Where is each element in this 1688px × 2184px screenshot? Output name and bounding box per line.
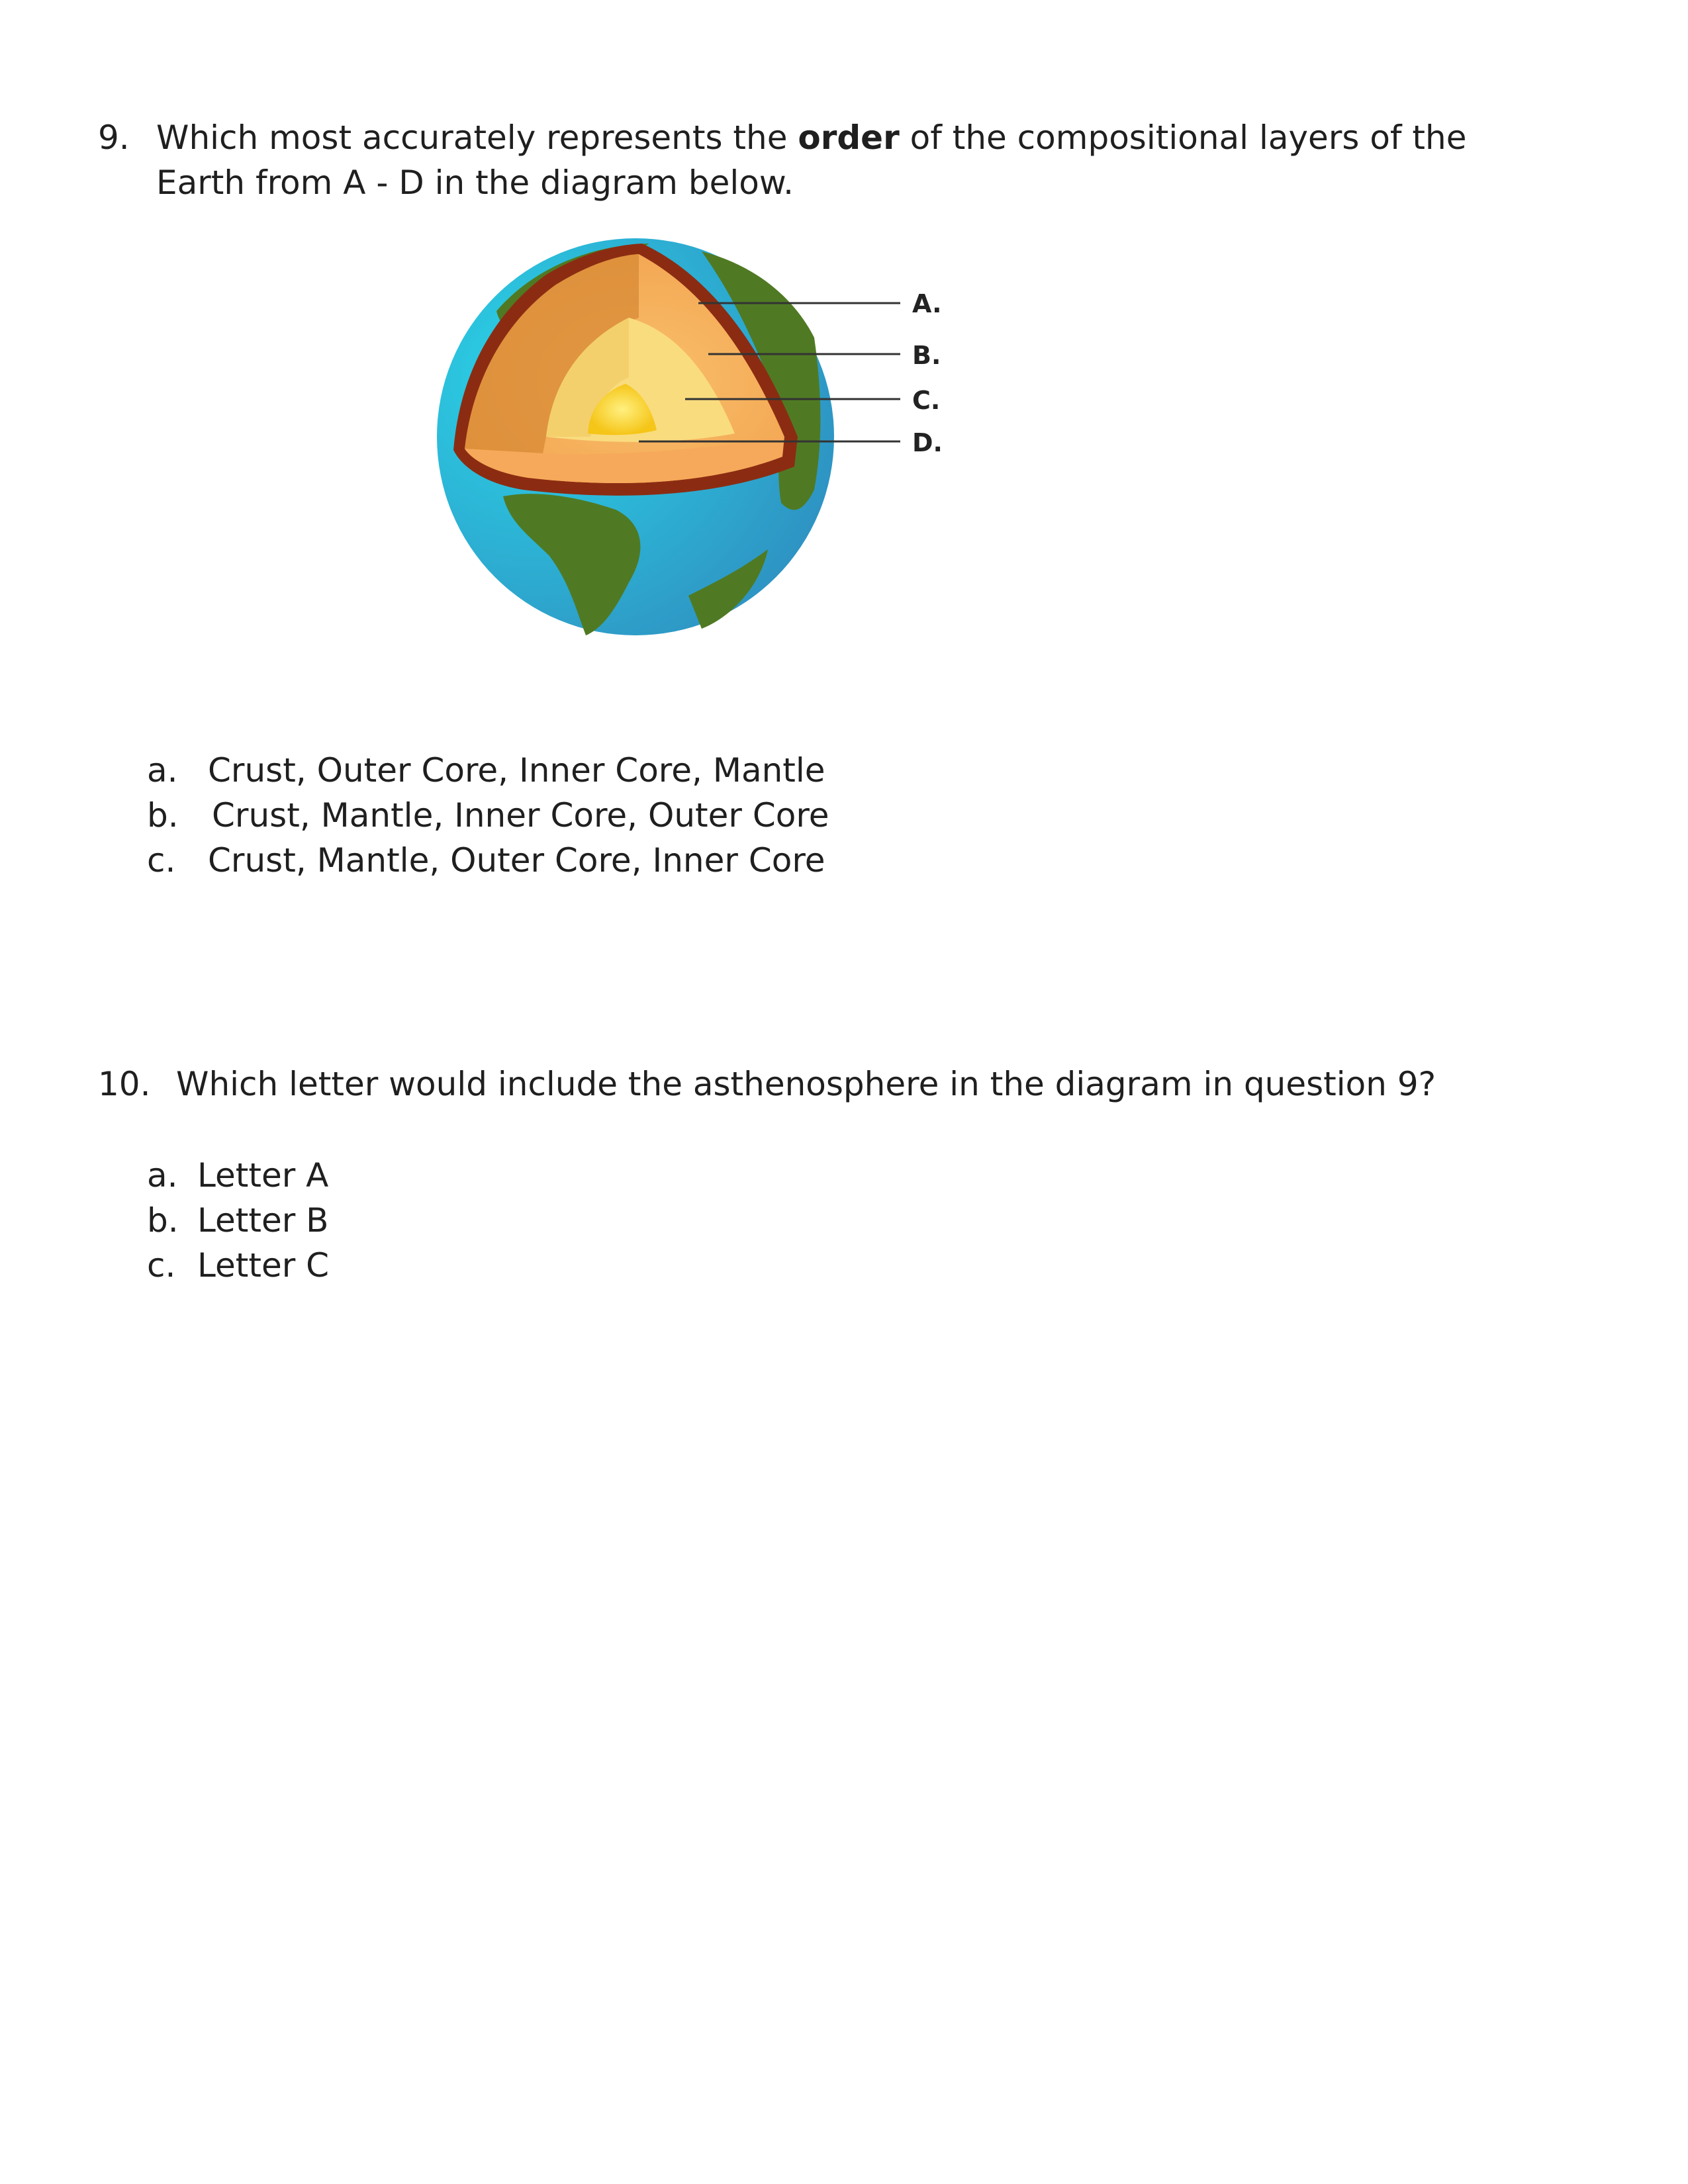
question-9-number: 9.	[98, 118, 130, 157]
q10-option-a-letter: a.	[147, 1156, 178, 1195]
q10-option-b-text: Letter B	[197, 1201, 329, 1240]
q10-option-a-text: Letter A	[197, 1156, 329, 1195]
q9-option-c-text: Crust, Mantle, Outer Core, Inner Core	[208, 841, 825, 880]
question-9-bold-word: order	[798, 118, 900, 157]
question-9-text-before: Which most accurately represents the	[156, 118, 798, 157]
label-a: A.	[912, 289, 942, 318]
q9-option-c-letter: c.	[147, 841, 176, 880]
q9-option-b-letter: b.	[147, 796, 179, 835]
q10-option-c-text: Letter C	[197, 1246, 330, 1285]
label-b: B.	[912, 341, 941, 370]
question-10-number: 10.	[98, 1065, 151, 1103]
q10-option-b-letter: b.	[147, 1201, 179, 1240]
q10-option-c-letter: c.	[147, 1246, 176, 1285]
earth-layers-diagram	[424, 238, 980, 649]
question-10-text: Which letter would include the asthenosphere in the diagram in question 9?	[176, 1065, 1436, 1103]
q9-option-b-text: Crust, Mantle, Inner Core, Outer Core	[212, 796, 829, 835]
question-9-text-line-2: Earth from A - D in the diagram below.	[156, 163, 794, 202]
q9-option-a-letter: a.	[147, 751, 178, 790]
question-9-text-after: of the compositional layers of the	[899, 118, 1467, 157]
label-d: D.	[912, 428, 943, 457]
q9-option-a-text: Crust, Outer Core, Inner Core, Mantle	[208, 751, 825, 790]
question-9-text-line-1	[156, 118, 1466, 158]
label-c: C.	[912, 386, 941, 415]
